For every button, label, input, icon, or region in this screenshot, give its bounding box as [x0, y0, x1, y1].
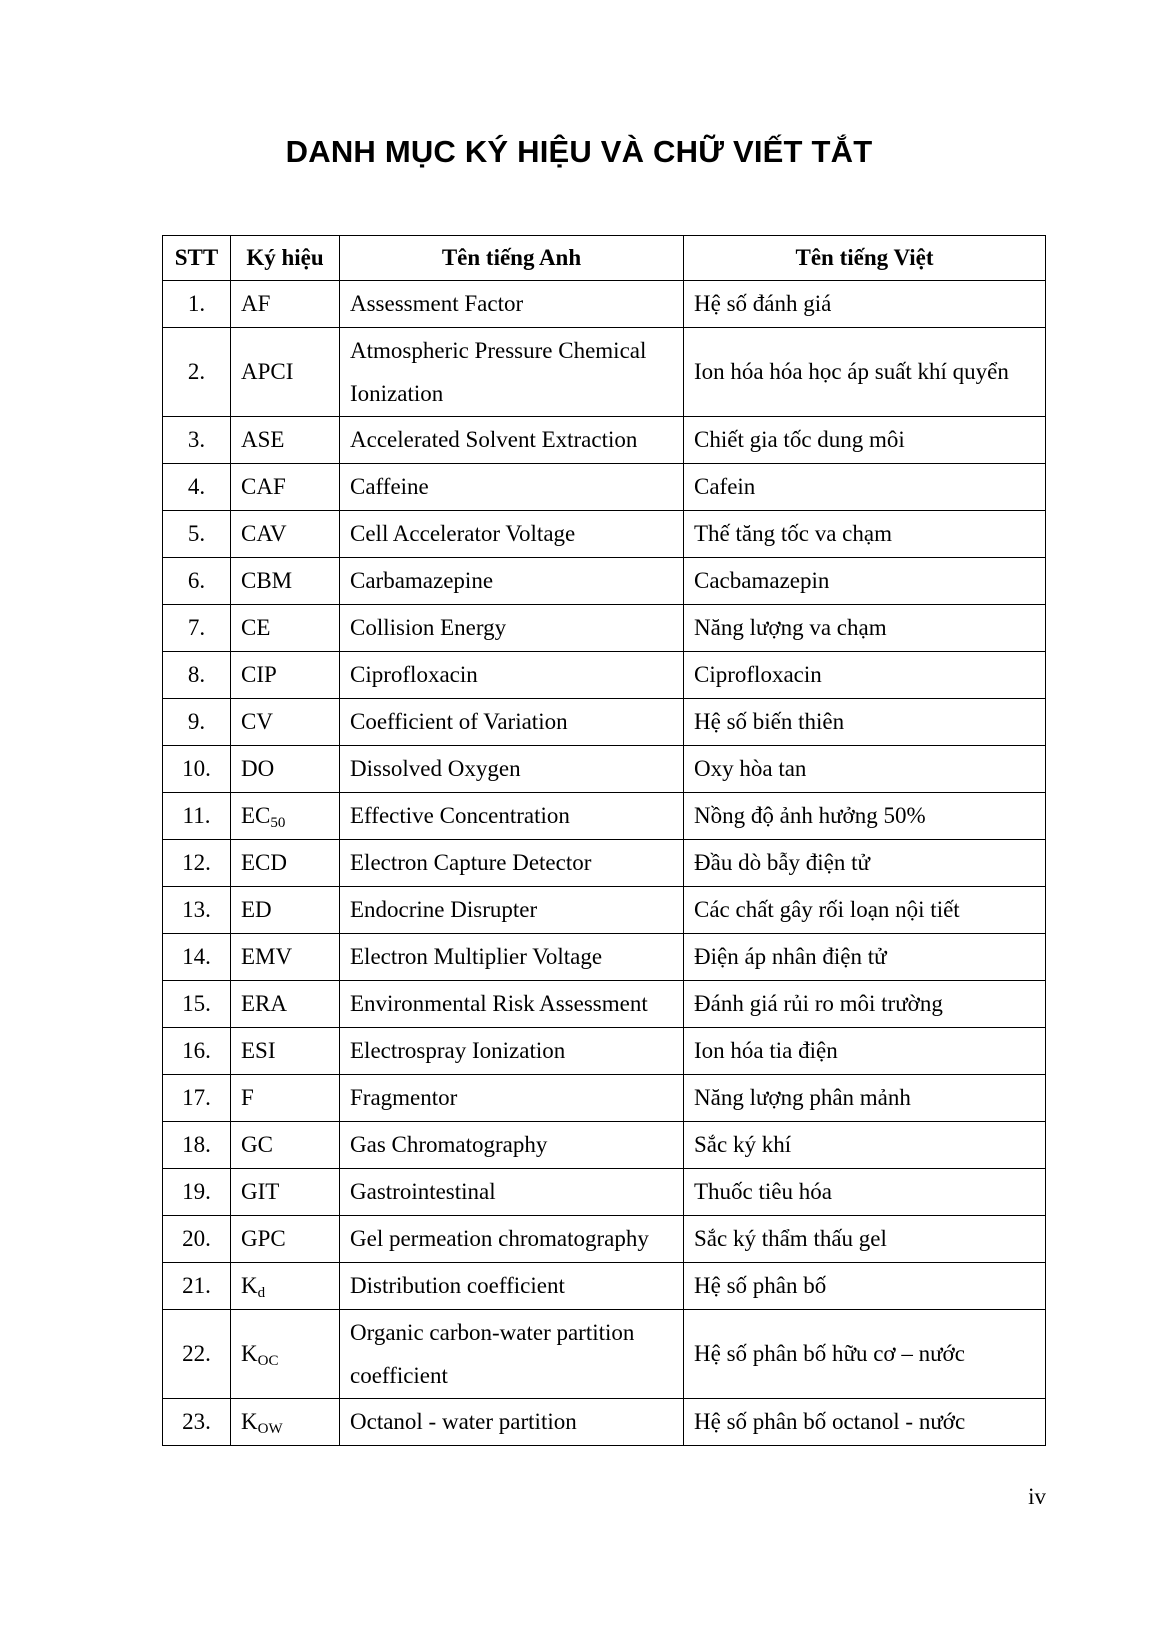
row-stt: 11. [163, 793, 231, 840]
row-vietnamese-name: Hệ số đánh giá [684, 281, 1046, 328]
row-stt: 10. [163, 746, 231, 793]
table-row [163, 558, 1046, 605]
row-stt: 20. [163, 1216, 231, 1263]
row-symbol: EMV [231, 934, 340, 981]
row-vietnamese-name: Năng lượng phân mảnh [684, 1075, 1046, 1122]
row-english-name: Fragmentor [340, 1075, 684, 1122]
row-stt: 12. [163, 840, 231, 887]
table-row [163, 464, 1046, 511]
row-vietnamese-name: Hệ số phân bố hữu cơ – nước [684, 1310, 1046, 1399]
row-english-name: Dissolved Oxygen [340, 746, 684, 793]
row-stt: 4. [163, 464, 231, 511]
table-row [163, 1075, 1046, 1122]
row-symbol: ED [231, 887, 340, 934]
row-symbol: CAF [231, 464, 340, 511]
row-symbol: ASE [231, 417, 340, 464]
row-symbol: AF [231, 281, 340, 328]
row-english-name: Effective Concentration [340, 793, 684, 840]
row-english-name: Electron Capture Detector [340, 840, 684, 887]
row-symbol: ECD [231, 840, 340, 887]
row-vietnamese-name: Năng lượng va chạm [684, 605, 1046, 652]
row-symbol: F [231, 1075, 340, 1122]
row-english-name: Organic carbon-water partition coefficient [340, 1310, 684, 1399]
row-symbol: $K_{OC}$ [231, 1310, 340, 1399]
table-row [163, 699, 1046, 746]
row-english-name: Gel permeation chromatography [340, 1216, 684, 1263]
row-vietnamese-name: Đầu dò bẫy điện tử [684, 840, 1046, 887]
header-stt: STT [163, 236, 231, 281]
row-symbol: $EC_{50}$ [231, 793, 340, 840]
row-symbol: DO [231, 746, 340, 793]
row-english-name: Electrospray Ionization [340, 1028, 684, 1075]
row-english-name: Gas Chromatography [340, 1122, 684, 1169]
row-english-name: Environmental Risk Assessment [340, 981, 684, 1028]
row-symbol: $K_d$ [231, 1263, 340, 1310]
table-row [163, 1169, 1046, 1216]
row-vietnamese-name: Các chất gây rối loạn nội tiết [684, 887, 1046, 934]
row-vietnamese-name: Thuốc tiêu hóa [684, 1169, 1046, 1216]
row-symbol: ESI [231, 1028, 340, 1075]
row-symbol: APCI [231, 328, 340, 417]
table-row [163, 1399, 1046, 1446]
row-english-name: Electron Multiplier Voltage [340, 934, 684, 981]
table-row [163, 1122, 1046, 1169]
row-vietnamese-name: Sắc ký thẩm thấu gel [684, 1216, 1046, 1263]
row-english-name: Distribution coefficient [340, 1263, 684, 1310]
row-english-name: Cell Accelerator Voltage [340, 511, 684, 558]
row-stt: 17. [163, 1075, 231, 1122]
table-row [163, 605, 1046, 652]
row-symbol: CIP [231, 652, 340, 699]
table-row [163, 1028, 1046, 1075]
row-symbol: GC [231, 1122, 340, 1169]
row-stt: 18. [163, 1122, 231, 1169]
row-symbol: GPC [231, 1216, 340, 1263]
table-row [163, 652, 1046, 699]
table-row [163, 934, 1046, 981]
row-stt: 16. [163, 1028, 231, 1075]
row-vietnamese-name: Ion hóa tia điện [684, 1028, 1046, 1075]
table-row [163, 887, 1046, 934]
row-vietnamese-name: Sắc ký khí [684, 1122, 1046, 1169]
row-symbol: CAV [231, 511, 340, 558]
row-vietnamese-name: Nồng độ ảnh hưởng 50% [684, 793, 1046, 840]
row-stt: 2. [163, 328, 231, 417]
row-english-name: Endocrine Disrupter [340, 887, 684, 934]
row-english-name: Octanol - water partition [340, 1399, 684, 1446]
row-stt: 5. [163, 511, 231, 558]
row-stt: 19. [163, 1169, 231, 1216]
row-vietnamese-name: Điện áp nhân điện tử [684, 934, 1046, 981]
row-english-name: Coefficient of Variation [340, 699, 684, 746]
table-row [163, 793, 1046, 840]
row-vietnamese-name: Oxy hòa tan [684, 746, 1046, 793]
table-row [163, 328, 1046, 417]
row-stt: 8. [163, 652, 231, 699]
page-title: DANH MỤC KÝ HIỆU VÀ CHỮ VIẾT TẮT [285, 134, 873, 169]
table-row [163, 1263, 1046, 1310]
row-symbol: ERA [231, 981, 340, 1028]
table-row [163, 417, 1046, 464]
row-english-name: Gastrointestinal [340, 1169, 684, 1216]
row-stt: 14. [163, 934, 231, 981]
row-stt: 21. [163, 1263, 231, 1310]
row-stt: 1. [163, 281, 231, 328]
row-vietnamese-name: Thế tăng tốc va chạm [684, 511, 1046, 558]
row-stt: 22. [163, 1310, 231, 1399]
table-row [163, 746, 1046, 793]
row-stt: 7. [163, 605, 231, 652]
row-vietnamese-name: Hệ số phân bố [684, 1263, 1046, 1310]
row-stt: 23. [163, 1399, 231, 1446]
row-stt: 6. [163, 558, 231, 605]
row-vietnamese-name: Ion hóa hóa học áp suất khí quyển [684, 328, 1046, 417]
row-symbol: $K_{OW}$ [231, 1399, 340, 1446]
row-stt: 9. [163, 699, 231, 746]
abbreviation-table [162, 235, 1046, 1446]
row-english-name: Accelerated Solvent Extraction [340, 417, 684, 464]
header-english-name: Tên tiếng Anh [340, 236, 684, 281]
row-stt: 15. [163, 981, 231, 1028]
table-header-row [163, 236, 1046, 281]
table-row [163, 511, 1046, 558]
table-row [163, 981, 1046, 1028]
row-english-name: Collision Energy [340, 605, 684, 652]
row-symbol: CBM [231, 558, 340, 605]
row-stt: 3. [163, 417, 231, 464]
table-row [163, 1216, 1046, 1263]
table-row [163, 1310, 1046, 1399]
row-symbol: GIT [231, 1169, 340, 1216]
row-english-name: Atmospheric Pressure Chemical Ionization [340, 328, 684, 417]
row-english-name: Caffeine [340, 464, 684, 511]
row-vietnamese-name: Đánh giá rủi ro môi trường [684, 981, 1046, 1028]
row-english-name: Carbamazepine [340, 558, 684, 605]
row-symbol: CV [231, 699, 340, 746]
row-english-name: Assessment Factor [340, 281, 684, 328]
row-english-name: Ciprofloxacin [340, 652, 684, 699]
row-vietnamese-name: Ciprofloxacin [684, 652, 1046, 699]
row-vietnamese-name: Hệ số phân bố octanol - nước [684, 1399, 1046, 1446]
row-symbol: CE [231, 605, 340, 652]
table-row [163, 840, 1046, 887]
header-symbol: Ký hiệu [231, 236, 340, 281]
row-stt: 13. [163, 887, 231, 934]
row-vietnamese-name: Cacbamazepin [684, 558, 1046, 605]
header-vietnamese-name: Tên tiếng Việt [684, 236, 1046, 281]
table-row [163, 281, 1046, 328]
row-vietnamese-name: Chiết gia tốc dung môi [684, 417, 1046, 464]
row-vietnamese-name: Hệ số biến thiên [684, 699, 1046, 746]
row-vietnamese-name: Cafein [684, 464, 1046, 511]
page-number: iv [1028, 1484, 1046, 1509]
